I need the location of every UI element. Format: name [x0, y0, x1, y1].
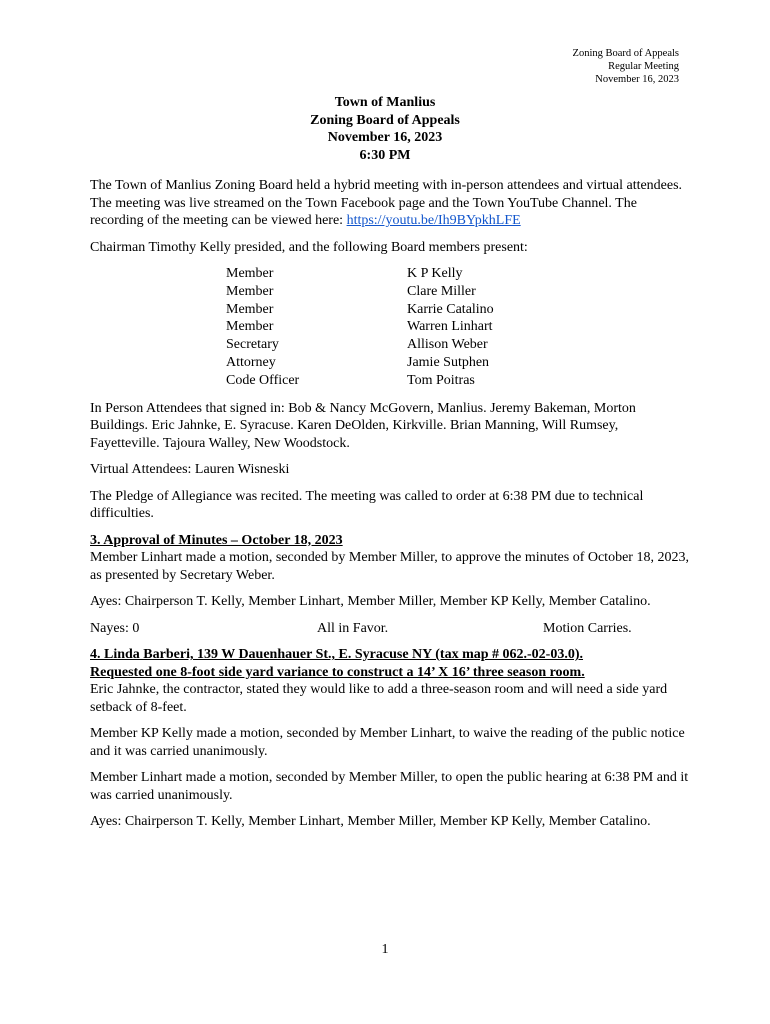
member-name: Warren Linhart: [407, 319, 493, 335]
page-number: 1: [381, 942, 389, 957]
all-in-favor: All in Favor.: [317, 620, 389, 636]
title-time: 6:30 PM: [359, 147, 411, 163]
recording-link[interactable]: https://youtu.be/Ih9BYpkhLFE: [346, 213, 521, 228]
section-4-paragraph-4: Ayes: Chairperson T. Kelly, Member Linhart, Member Miller, Member KP Kelly, Member Catalino.: [90, 814, 651, 830]
member-name: Clare Miller: [407, 283, 476, 299]
member-role: Member: [226, 266, 274, 281]
member-name: Karrie Catalino: [407, 301, 494, 317]
vote-result-row: [90, 620, 690, 638]
motion-carries: Motion Carries.: [543, 620, 632, 636]
member-role: Member: [226, 319, 274, 335]
virtual-attendees: Virtual Attendees: Lauren Wisneski: [90, 462, 290, 478]
section-4: [90, 646, 690, 831]
section-3-ayes: Ayes: Chairperson T. Kelly, Member Linhart, Member Miller, Member KP Kelly, Member Catalino.: [90, 594, 651, 610]
member-role: Member: [226, 283, 274, 299]
member-name: Tom Poitras: [407, 372, 475, 388]
members-list: [226, 265, 690, 390]
member-role: Secretary: [226, 337, 279, 353]
section-3-motion: Member Linhart made a motion, seconded by Member Miller, to approve the minutes of October 18, 2023, as presented by Secretary Weber.: [90, 550, 689, 583]
member-name: Allison Weber: [407, 337, 488, 353]
section-4-heading-line-2: Requested one 8-foot side yard variance to construct a 14’ X 16’ three season room.: [90, 664, 585, 680]
document-body: [90, 177, 690, 840]
member-name: K P Kelly: [407, 266, 463, 281]
header-line-3: November 16, 2023: [595, 74, 679, 85]
section-4-paragraph-1: Eric Jahnke, the contractor, stated they would like to add a three-season room and will need a side yard setback of 8-feet.: [90, 682, 668, 715]
nayes-count: Nayes: 0: [90, 620, 140, 636]
header-line-2: Regular Meeting: [608, 61, 679, 72]
document-title: [0, 94, 770, 164]
section-3-heading: 3. Approval of Minutes – October 18, 2023: [90, 532, 343, 548]
member-name: Jamie Sutphen: [407, 354, 490, 370]
section-4-paragraph-2: Member KP Kelly made a motion, seconded by Member Linhart, to waive the reading of the public notice and it was carried unanimously.: [90, 726, 685, 759]
intro-paragraph: [90, 177, 690, 230]
header-line-1: Zoning Board of Appeals: [572, 48, 679, 59]
presided-paragraph: Chairman Timothy Kelly presided, and the following Board members present:: [90, 239, 528, 255]
title-board: Zoning Board of Appeals: [310, 112, 460, 128]
title-date: November 16, 2023: [327, 130, 443, 145]
title-town: Town of Manlius: [334, 95, 436, 110]
section-3: [90, 532, 690, 638]
member-role: Code Officer: [226, 372, 300, 388]
section-4-paragraph-3: Member Linhart made a motion, seconded by Member Miller, to open the public hearing at 6:38 PM and it was carried unanimously.: [90, 770, 689, 803]
member-role: Attorney: [226, 354, 276, 370]
intro-text: The Town of Manlius Zoning Board held a hybrid meeting with in-person attendees and virtual attendees. The meeting was live streamed on the Town Facebook page and the Town YouTube Channel. The recording of the meeting can be viewed here:: [90, 178, 683, 228]
member-role: Member: [226, 301, 274, 317]
pledge-paragraph: The Pledge of Allegiance was recited. The meeting was called to order at 6:38 PM due to technical difficulties.: [90, 488, 644, 522]
section-4-heading-line-1: 4. Linda Barberi, 139 W Dauenhauer St., E. Syracuse NY (tax map # 062.-02-03.0).: [90, 647, 584, 663]
in-person-attendees: In Person Attendees that signed in: Bob & Nancy McGovern, Manlius. Jeremy Bakeman, Morton Buildings. Eric Jahnke, E. Syracuse. Karen DeOlden, Kirkville. Brian Manning, Will Rumsey, Fayetteville. Tajoura Walley, New Woodstock.: [90, 400, 636, 451]
running-header: [573, 47, 679, 86]
